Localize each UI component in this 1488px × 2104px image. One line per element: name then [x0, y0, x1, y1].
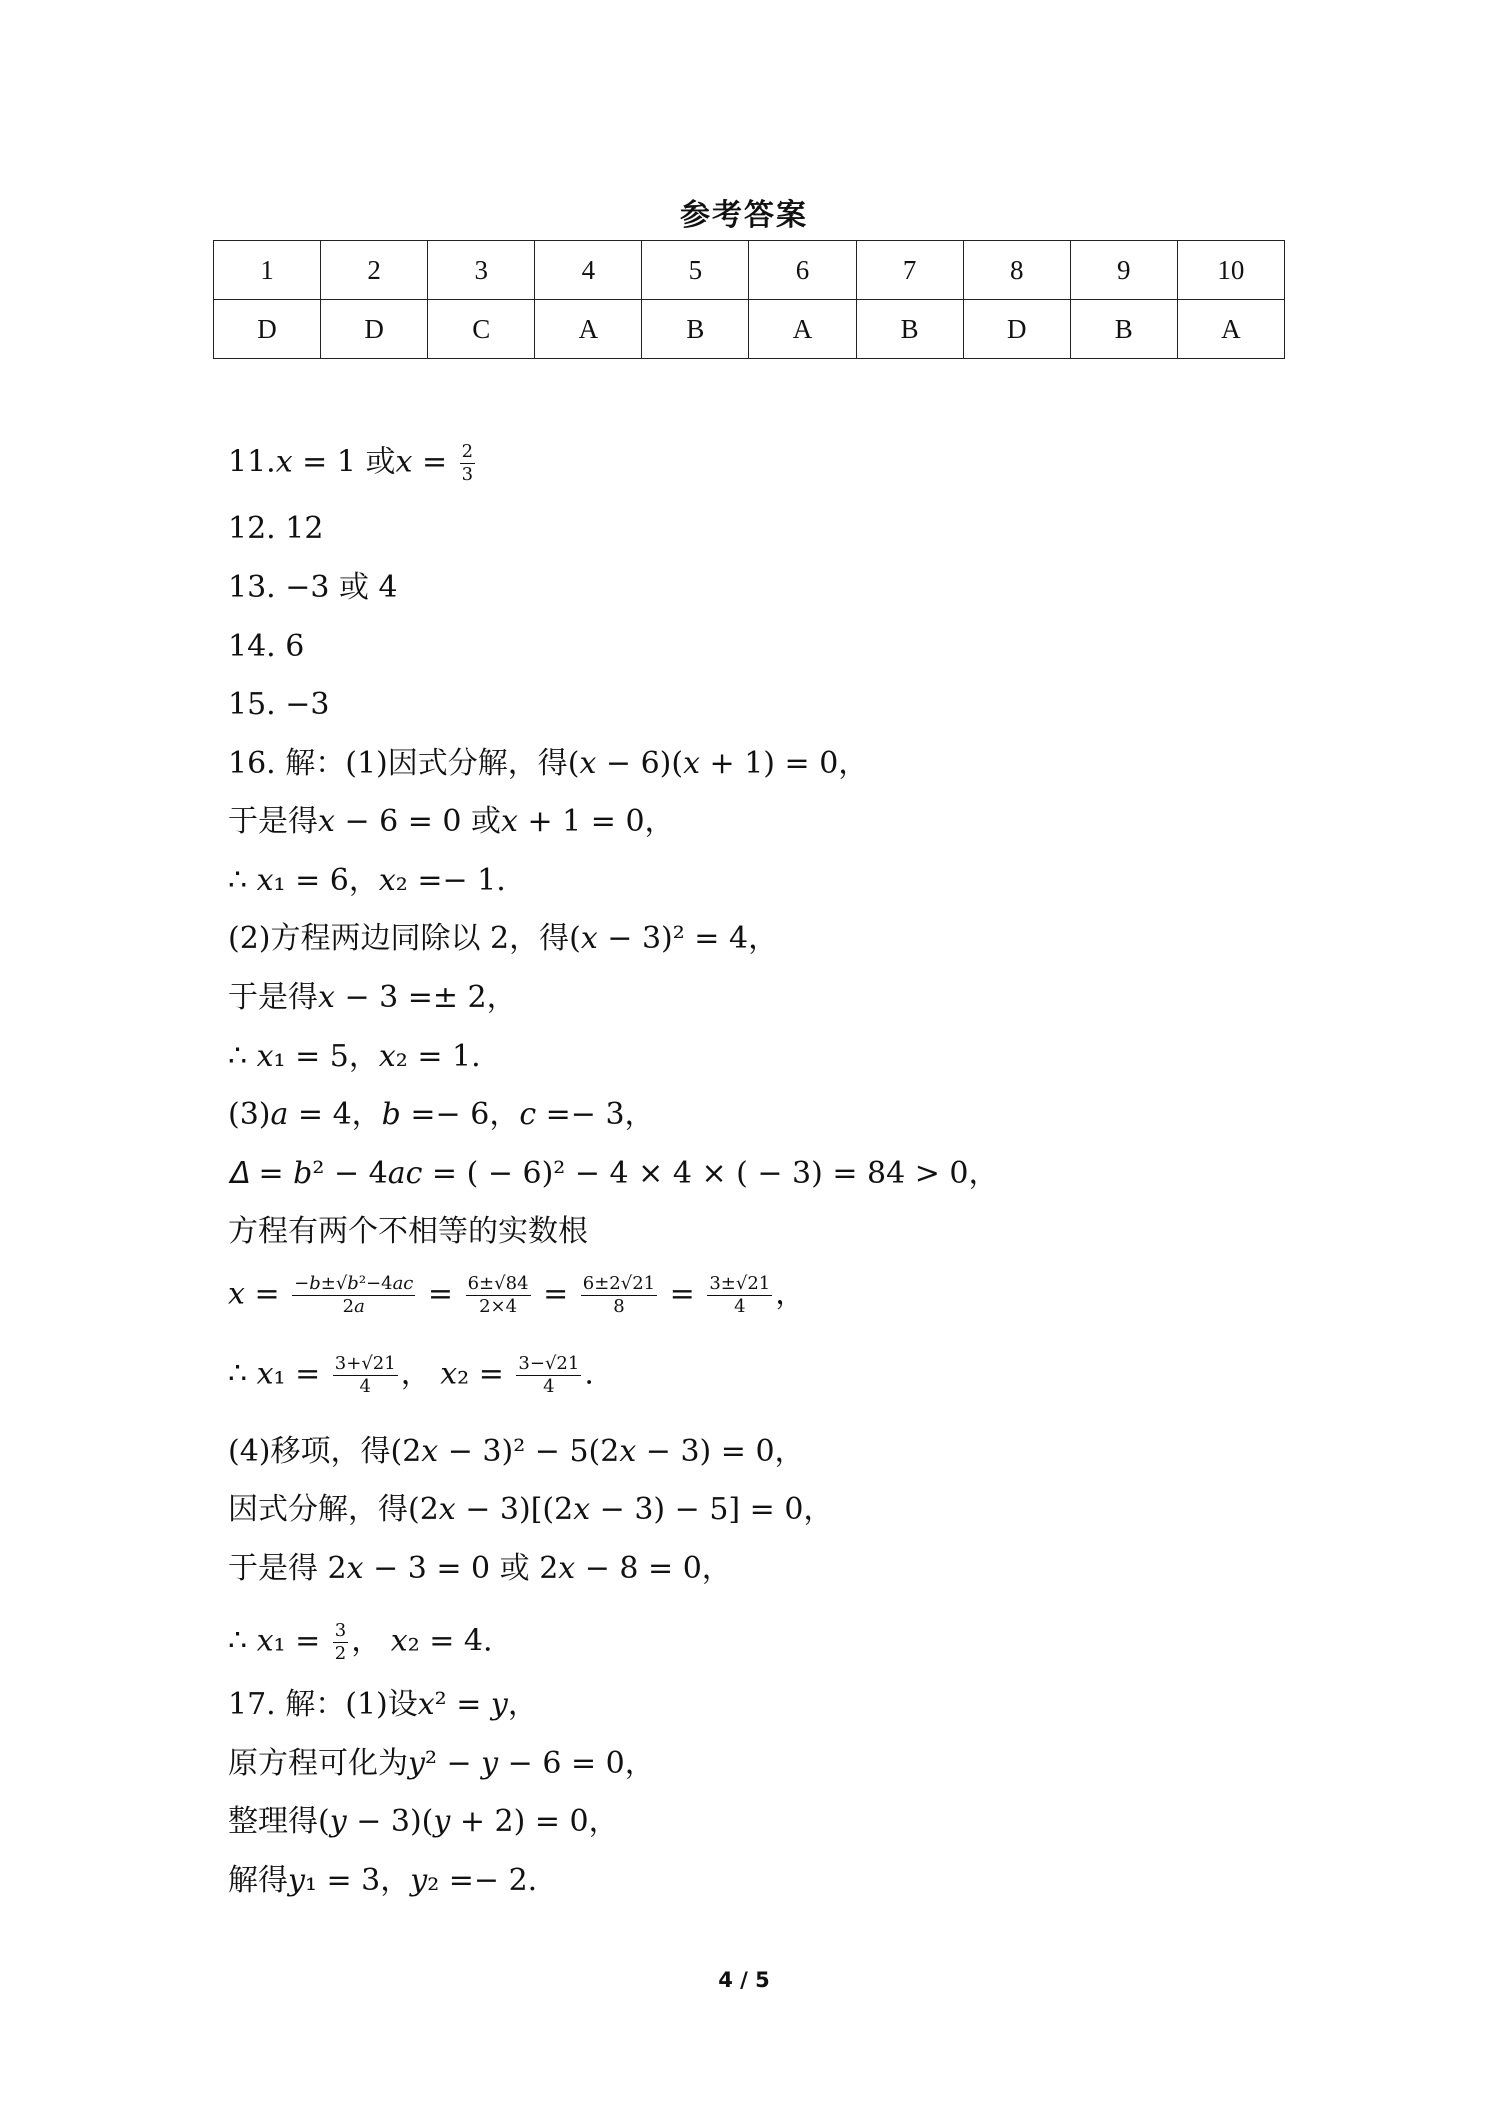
fraction [292, 1275, 415, 1316]
answer-line-16-10: 𝑥 = −𝑏±√𝑏²−4𝑎𝑐 2𝑎 = $\frac{6\pm√84}{2\times 4}$ = $\frac{6\pm 2√21}{8}$ = $\frac{3\pm√21}{4}$ ， [228, 1273, 806, 1317]
table-cell: 4 [535, 241, 642, 300]
table-cell: D [214, 300, 321, 359]
line-text: ， [775, 1276, 806, 1312]
line-text: ∴ 𝑥₁ = [228, 1623, 330, 1659]
numerator: 6±2√21 [582, 1273, 656, 1294]
line-text: ， 𝑥₂ = 4. [351, 1623, 493, 1659]
numerator: 2 [461, 441, 474, 462]
table-cell: B [642, 300, 749, 359]
denominator: 2𝑎 [342, 1296, 365, 1317]
answer-line-13: 13. −3 或 4 [228, 570, 398, 605]
table-cell: A [749, 300, 856, 359]
answer-line-17-2: 原方程可化为𝑦² − 𝑦 − 6 = 0， [228, 1746, 655, 1781]
fraction [460, 443, 475, 484]
denominator: 2 [334, 1643, 347, 1664]
denominator: 4 [543, 1376, 555, 1397]
page-number: 4 / 5 [718, 1968, 770, 1992]
table-cell: B [1070, 300, 1177, 359]
answer-line-16-12: (4)移项，得(2𝑥 − 3)² − 5(2𝑥 − 3) = 0， [228, 1434, 805, 1469]
numerator: 3±√21 [709, 1273, 771, 1294]
fraction [707, 1275, 772, 1316]
table-cell: C [428, 300, 535, 359]
answer-line-16-13: 因式分解，得(2𝑥 − 3)[(2𝑥 − 3) − 5] = 0， [228, 1492, 834, 1527]
answer-line-16-2: 于是得𝑥 − 6 = 0 或𝑥 + 1 = 0， [228, 804, 675, 839]
fraction [333, 1622, 348, 1663]
answer-line-16-8: 𝛥 = 𝑏² − 4𝑎𝑐 = ( − 6)² − 4 × 4 × ( − 3) = 84 > 0， [228, 1156, 999, 1191]
denominator: 4 [359, 1376, 371, 1397]
numerator: 3−√21 [518, 1353, 580, 1374]
fraction [516, 1355, 581, 1396]
answer-line-16-6: ∴ 𝑥₁ = 5，𝑥₂ = 1. [228, 1039, 481, 1074]
numerator: 3 [334, 1620, 347, 1641]
answer-line-16-3: ∴ 𝑥₁ = 6，𝑥₂ =− 1. [228, 863, 506, 898]
answer-line-12: 12. 12 [228, 511, 324, 546]
denominator: 3 [461, 464, 474, 485]
line-text: x [275, 444, 293, 480]
table-row-answers [214, 300, 1285, 359]
table-cell: D [963, 300, 1070, 359]
answer-line-16-7: (3)𝑎 = 4，𝑏 =− 6，𝑐 =− 3， [228, 1097, 655, 1132]
table-cell: 2 [321, 241, 428, 300]
table-cell: 1 [214, 241, 321, 300]
fraction [466, 1275, 531, 1316]
denominator: 2×4 [479, 1296, 518, 1317]
table-cell: 6 [749, 241, 856, 300]
line-text: = [412, 444, 457, 480]
answer-line-16-9: 方程有两个不相等的实数根 [228, 1214, 588, 1249]
denominator: 8 [613, 1296, 625, 1317]
numerator: −𝑏±√𝑏²−4𝑎𝑐 [294, 1273, 414, 1294]
answer-line-17-1: 17. 解：(1)设𝑥² = 𝑦， [228, 1687, 538, 1722]
table-cell: 10 [1177, 241, 1284, 300]
answer-line-16-5: 于是得𝑥 − 3 =± 2， [228, 980, 517, 1015]
answer-line-16-11 [228, 1355, 594, 1396]
numerator: 3+√21 [334, 1353, 396, 1374]
line-text: ∴ 𝑥₁ = [228, 1356, 330, 1392]
answer-line-16-4: (2)方程两边同除以 2，得(𝑥 − 3)² = 4， [228, 921, 779, 956]
denominator: 4 [734, 1296, 746, 1317]
answer-line-11 [228, 443, 478, 484]
table-row-numbers [214, 241, 1285, 300]
table-cell: 9 [1070, 241, 1177, 300]
fraction [581, 1275, 657, 1316]
answer-line-15: 15. −3 [228, 687, 330, 722]
answer-line-17-3: 整理得(𝑦 − 3)(𝑦 + 2) = 0， [228, 1804, 619, 1839]
line-text: 𝑥 = [228, 1276, 290, 1312]
table-cell: A [1177, 300, 1284, 359]
page-title: 参考答案 [680, 198, 808, 233]
table-cell: 3 [428, 241, 535, 300]
answer-line-16-15 [228, 1622, 493, 1663]
numerator: 6±√84 [467, 1273, 529, 1294]
table-cell: D [321, 300, 428, 359]
answer-table [213, 240, 1285, 359]
table-cell: B [856, 300, 963, 359]
answer-line-17-4: 解得𝑦₁ = 3，𝑦₂ =− 2. [228, 1863, 538, 1898]
line-text: = 1 或 [292, 444, 396, 480]
answer-line-16-1: 16. 解：(1)因式分解，得(𝑥 − 6)(𝑥 + 1) = 0， [228, 746, 869, 781]
line-text: x [395, 444, 413, 480]
answer-line-16-14: 于是得 2𝑥 − 3 = 0 或 2𝑥 − 8 = 0， [228, 1551, 732, 1586]
table-cell: A [535, 300, 642, 359]
table-cell: 8 [963, 241, 1070, 300]
line-text: 11. [228, 444, 276, 480]
table-cell: 5 [642, 241, 749, 300]
fraction [333, 1355, 398, 1396]
line-text: . [584, 1356, 594, 1392]
answer-line-14: 14. 6 [228, 629, 305, 664]
line-text: ， 𝑥₂ = [400, 1356, 514, 1392]
table-cell: 7 [856, 241, 963, 300]
